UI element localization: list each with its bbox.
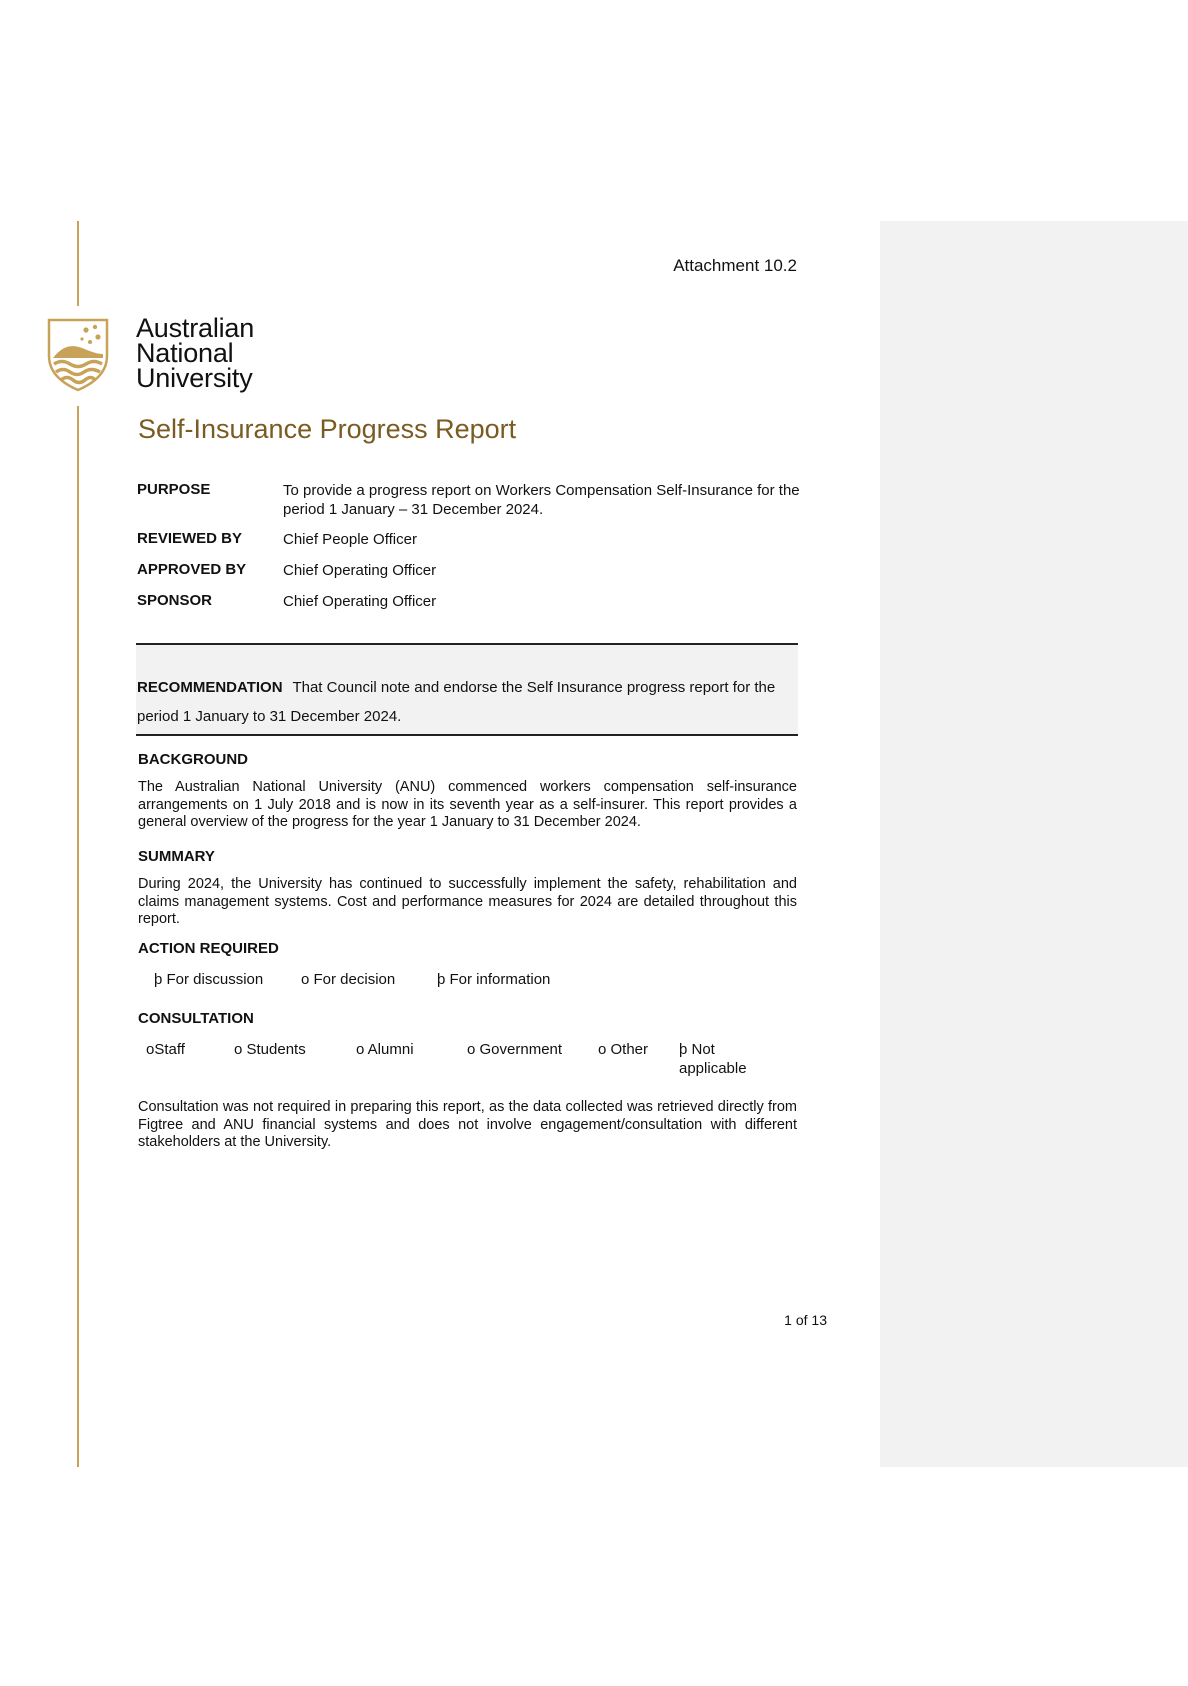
wordmark-line: Australian <box>136 313 255 343</box>
option-students: o Students <box>234 1041 306 1058</box>
background-paragraph: The Australian National University (ANU) commenced workers compensation self-insurance arrangements on 1 July 2018 and is now in its seventh year as a self-insurer. This report provides a general overview of the progress for the year 1 January to 31 December 2024. <box>138 779 797 830</box>
attachment-label: Attachment 10.2 <box>673 256 797 275</box>
option-for-decision: o For decision <box>301 971 396 988</box>
gold-rule-bottom <box>77 406 79 1467</box>
sponsor-value: Chief Operating Officer <box>283 593 437 610</box>
reviewed-by-value: Chief People Officer <box>283 531 417 548</box>
approved-by-label: APPROVED BY <box>137 561 247 578</box>
wordmark-line: University <box>136 363 253 393</box>
page-title: Self-Insurance Progress Report <box>138 414 517 444</box>
purpose-label: PURPOSE <box>137 481 211 498</box>
recommendation-box <box>136 643 798 736</box>
anu-crest-icon <box>46 318 110 392</box>
recommendation-text-block <box>137 673 777 731</box>
background-heading: BACKGROUND <box>138 751 248 768</box>
sponsor-label: SPONSOR <box>137 592 213 609</box>
approved-by-value: Chief Operating Officer <box>283 562 437 579</box>
option-staff: oStaff <box>146 1041 185 1058</box>
option-other: o Other <box>598 1041 649 1058</box>
summary-heading: SUMMARY <box>138 848 215 865</box>
option-not-applicable: þ Not <box>679 1041 715 1058</box>
purpose-value: To provide a progress report on Workers Compensation Self-Insurance for the period 1 January – 31 December 2024. <box>283 482 800 518</box>
option-government: o Government <box>467 1041 563 1058</box>
reviewed-by-label: REVIEWED BY <box>137 530 243 547</box>
consultation-heading: CONSULTATION <box>138 1010 254 1027</box>
recommendation-label: RECOMMENDATION <box>137 679 283 696</box>
option-alumni: o Alumni <box>356 1041 414 1058</box>
comment-margin-panel <box>880 221 1188 1467</box>
action-required-heading: ACTION REQUIRED <box>138 940 279 957</box>
recommendation-text: That Council note and endorse the Self Insurance progress report for the period 1 January to 31 December 2024. <box>137 679 776 725</box>
option-for-information: þ For information <box>437 971 551 988</box>
consultation-paragraph: Consultation was not required in preparing this report, as the data collected was retrieved directly from Figtree and ANU financial systems and does not involve engagement/consultation with different stakeholders at the University. <box>138 1099 797 1150</box>
summary-paragraph: During 2024, the University has continued to successfully implement the safety, rehabilitation and claims management systems. Cost and performance measures for 2024 are detailed throughout this report. <box>138 876 797 927</box>
gold-rule-top <box>77 221 79 306</box>
option-for-discussion: þ For discussion <box>154 971 264 988</box>
anu-wordmark <box>136 313 255 393</box>
page-number: 1 of 13 <box>784 1312 827 1328</box>
wordmark-line: National <box>136 338 234 368</box>
option-not-applicable-line2: applicable <box>679 1060 747 1077</box>
